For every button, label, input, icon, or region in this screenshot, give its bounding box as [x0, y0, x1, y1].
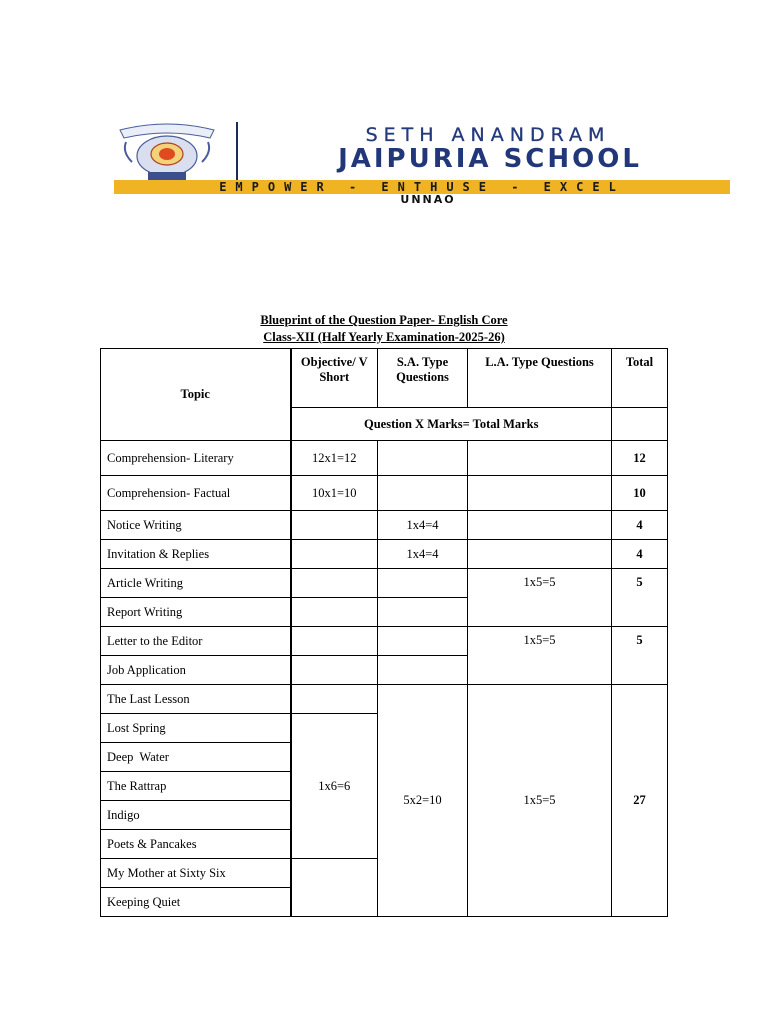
header-empty-cell: [612, 408, 668, 441]
school-crest-logo: [112, 122, 222, 184]
objective-cell: 12x1=12: [291, 441, 378, 476]
header-objective: Objective/ V Short: [291, 349, 378, 408]
letterhead-divider: [236, 122, 238, 182]
objective-cell: [291, 598, 378, 627]
table-row-topic: Poets & Pancakes: [101, 830, 291, 859]
table-row-topic: Deep Water: [101, 743, 291, 772]
la-cell: [468, 540, 612, 569]
la-cell-letter-group: 1x5=5: [468, 627, 612, 685]
table-row-topic: My Mother at Sixty Six: [101, 859, 291, 888]
objective-cell: [291, 859, 378, 917]
sa-cell: [378, 598, 468, 627]
sa-cell: 1x4=4: [378, 540, 468, 569]
letterhead: [112, 118, 732, 210]
la-cell: [468, 511, 612, 540]
table-row-topic: Comprehension- Factual: [101, 476, 291, 511]
table-row-topic: Comprehension- Literary: [101, 441, 291, 476]
total-cell-letter-group: 5: [612, 627, 668, 685]
table-row-topic: Report Writing: [101, 598, 291, 627]
la-cell-literature-group: 1x5=5: [468, 685, 612, 917]
objective-cell: [291, 656, 378, 685]
objective-cell: [291, 511, 378, 540]
sa-cell: [378, 476, 468, 511]
table-row-topic: Article Writing: [101, 569, 291, 598]
objective-cell: 10x1=10: [291, 476, 378, 511]
objective-cell: [291, 569, 378, 598]
table-row-topic: The Last Lesson: [101, 685, 291, 714]
document-title: Blueprint of the Question Paper- English Core: [260, 313, 508, 327]
total-cell: 4: [612, 540, 668, 569]
table-row-topic: Keeping Quiet: [101, 888, 291, 917]
objective-cell: [291, 627, 378, 656]
sa-cell: [378, 656, 468, 685]
school-name-line1: SETH ANANDRAM: [365, 124, 611, 146]
blueprint-table: [100, 348, 668, 917]
motto-band: [114, 180, 730, 194]
sa-cell: [378, 627, 468, 656]
document-subtitle: Class-XII (Half Yearly Examination-2025-26): [263, 330, 505, 344]
header-topic: Topic: [101, 349, 291, 441]
sa-cell-literature-group: 5x2=10: [378, 685, 468, 917]
sa-cell: [378, 441, 468, 476]
sa-cell: 1x4=4: [378, 511, 468, 540]
la-cell: [468, 441, 612, 476]
header-la-type: L.A. Type Questions: [468, 349, 612, 408]
total-cell: 4: [612, 511, 668, 540]
la-cell-writing-group: 1x5=5: [468, 569, 612, 627]
header-total: Total: [612, 349, 668, 408]
table-row-topic: Letter to the Editor: [101, 627, 291, 656]
table-row-topic: Lost Spring: [101, 714, 291, 743]
motto-text: EMPOWER - ENTHUSE - EXCEL: [219, 180, 625, 194]
table-row-topic: Job Application: [101, 656, 291, 685]
objective-cell-literature-group: 1x6=6: [291, 714, 378, 859]
header-sa-type: S.A. Type Questions: [378, 349, 468, 408]
school-city: UNNAO: [400, 193, 456, 206]
objective-cell: [291, 540, 378, 569]
total-cell: 10: [612, 476, 668, 511]
table-row-topic: Invitation & Replies: [101, 540, 291, 569]
header-formula: Question X Marks= Total Marks: [291, 408, 612, 441]
table-row-topic: Notice Writing: [101, 511, 291, 540]
table-row-topic: Indigo: [101, 801, 291, 830]
total-cell-writing-group: 5: [612, 569, 668, 627]
total-cell: 12: [612, 441, 668, 476]
table-row-topic: The Rattrap: [101, 772, 291, 801]
total-cell-literature-group: 27: [612, 685, 668, 917]
sa-cell: [378, 569, 468, 598]
objective-cell: [291, 685, 378, 714]
school-name-line2: JAIPURIA SCHOOL: [338, 144, 642, 174]
la-cell: [468, 476, 612, 511]
